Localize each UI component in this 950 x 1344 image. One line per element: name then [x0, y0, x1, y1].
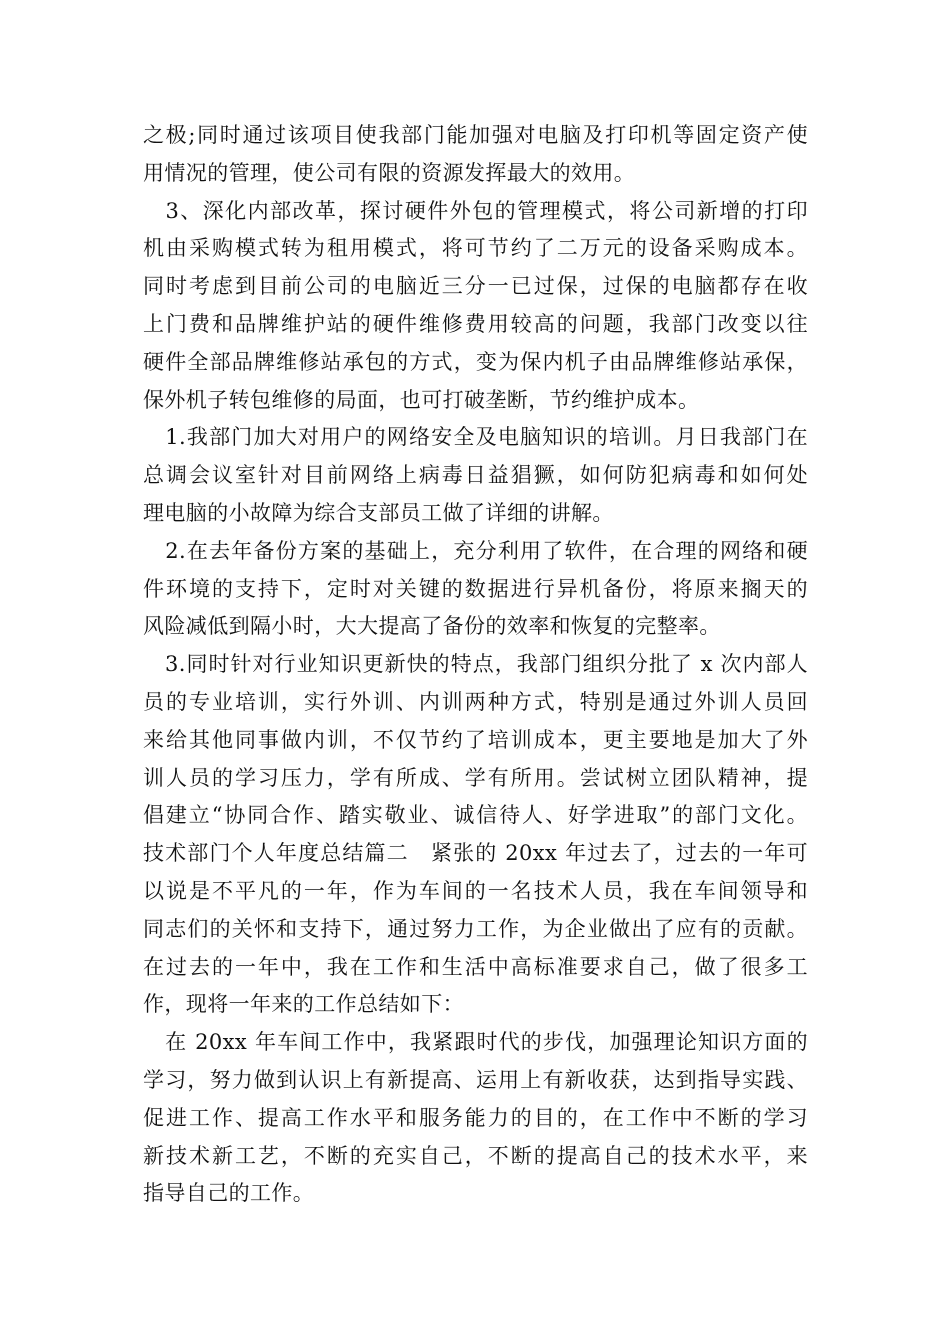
text-line: 上门费和品牌维护站的硬件维修费用较高的问题，我部门改变以往 — [143, 311, 808, 336]
text-line: 理电脑的小故障为综合支部员工做了详细的讲解。 — [143, 500, 614, 525]
text-line: 在过去的一年中，我在工作和生活中高标准要求自己，做了很多工 — [143, 954, 808, 979]
document-body — [143, 117, 808, 1213]
text-line: 1.我部门加大对用户的网络安全及电脑知识的培训。月日我部门在 — [143, 425, 808, 450]
text-line: 同时考虑到目前公司的电脑近三分一已过保，过保的电脑都存在收 — [143, 274, 808, 299]
text-line: 件环境的支持下，定时对关键的数据进行异机备份，将原来搁天的 — [143, 576, 808, 601]
text-line: 训人员的学习压力，学有所成、学有所用。尝试树立团队精神，提 — [143, 765, 808, 790]
text-line: 用情况的管理，使公司有限的资源发挥最大的效用。 — [143, 160, 636, 185]
text-line: 技术部门个人年度总结篇二 紧张的 20xx 年过去了，过去的一年可 — [143, 841, 808, 866]
text-line: 促进工作、提高工作水平和服务能力的目的，在工作中不断的学习 — [143, 1105, 808, 1130]
text-line: 3、深化内部改革，探讨硬件外包的管理模式，将公司新增的打印 — [143, 198, 808, 223]
text-line: 硬件全部品牌维修站承包的方式，变为保内机子由品牌维修站承保， — [143, 349, 808, 374]
text-line: 作，现将一年来的工作总结如下： — [143, 992, 464, 1017]
text-line: 总调会议室针对目前网络上病毒日益猖獗，如何防犯病毒和如何处 — [143, 463, 808, 488]
text-line: 同志们的关怀和支持下，通过努力工作，为企业做出了应有的贡献。 — [143, 916, 808, 941]
text-line: 新技术新工艺，不断的充实自己，不断的提高自己的技术水平，来 — [143, 1143, 808, 1168]
text-line: 风险减低到隔小时，大大提高了备份的效率和恢复的完整率。 — [143, 614, 721, 639]
text-line: 机由采购模式转为租用模式，将可节约了二万元的设备采购成本。 — [143, 236, 808, 261]
text-line: 以说是不平凡的一年，作为车间的一名技术人员，我在车间领导和 — [143, 878, 808, 903]
text-line: 学习，努力做到认识上有新提高、运用上有新收获，达到指导实践、 — [143, 1067, 808, 1092]
text-line: 保外机子转包维修的局面，也可打破垄断，节约维护成本。 — [143, 387, 700, 412]
text-line: 来给其他同事做内训，不仅节约了培训成本，更主要地是加大了外 — [143, 727, 808, 752]
text-line: 指导自己的工作。 — [143, 1181, 315, 1206]
text-line: 之极;同时通过该项目使我部门能加强对电脑及打印机等固定资产使 — [143, 123, 808, 147]
text-line: 在 20xx 年车间工作中，我紧跟时代的步伐，加强理论知识方面的 — [143, 1030, 808, 1055]
text-line: 员的专业培训，实行外训、内训两种方式，特别是通过外训人员回 — [143, 689, 808, 714]
text-line: 3.同时针对行业知识更新快的特点，我部门组织分批了 x 次内部人 — [143, 652, 808, 677]
text-line: 倡建立“协同合作、踏实敬业、诚信待人、好学进取”的部门文化。 — [143, 803, 808, 828]
text-line: 2.在去年备份方案的基础上，充分利用了软件，在合理的网络和硬 — [143, 538, 808, 563]
